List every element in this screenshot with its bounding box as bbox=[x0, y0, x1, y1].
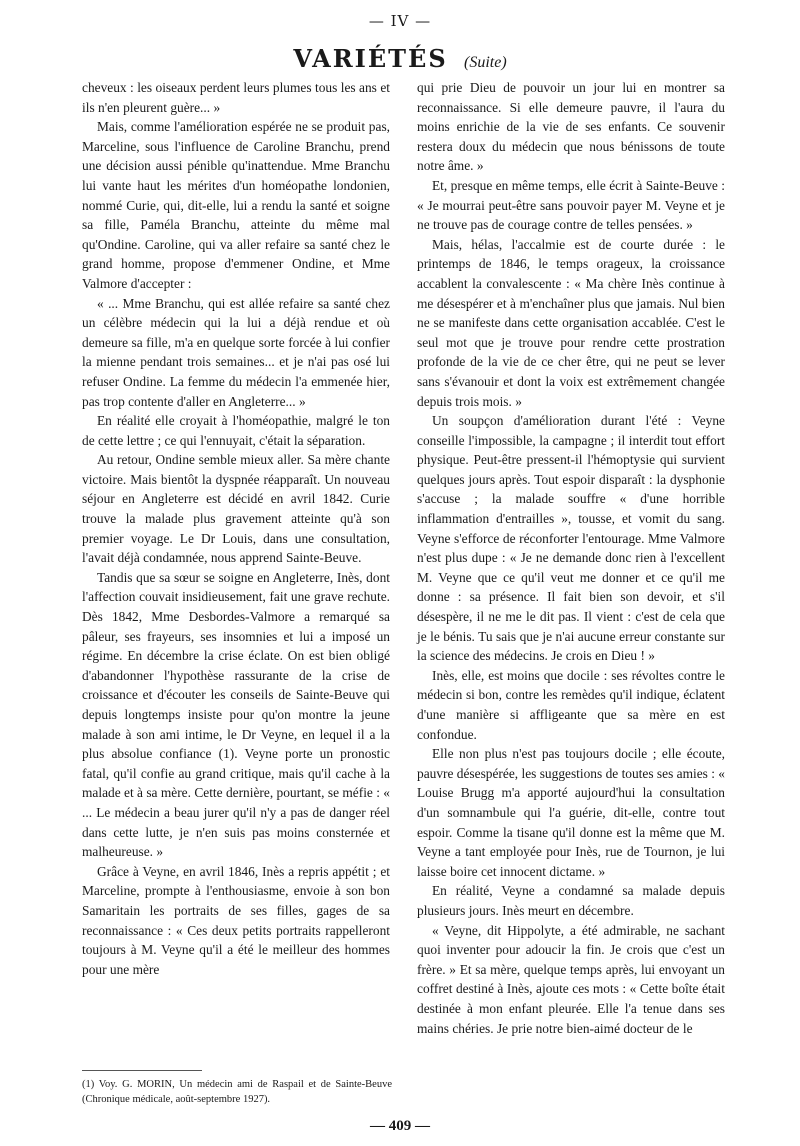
paragraph: Et, presque en même temps, elle écrit à Sainte-Beuve : « Je mourrai peut-être sans pouvoir payer M. Veyne et je ne trouve pas de courage contre de telles pensées. » bbox=[417, 177, 725, 233]
right-column bbox=[417, 78, 725, 1038]
paragraph: qui prie Dieu de pouvoir un jour lui en montrer sa reconnaissance. Si elle demeure pauvre, il l'aura du moins enrichie de la vie de ses enfants. Ce souvenir restera doux du médecin que nous bénissons de toute notre âme. » bbox=[417, 80, 725, 174]
paragraph: Grâce à Veyne, en avril 1846, Inès a repris appétit ; et Marceline, prompte à l'enthousiasme, envoie à son bon Samaritain les portraits de ses filles, gages de sa reconnaissance : « Ces deux petits portraits rappelleront toujours à M. Veyne qu'il a été le meilleur des hommes pour une mère bbox=[82, 863, 390, 977]
paragraph: En réalité, Veyne a condamné sa malade depuis plusieurs jours. Inès meurt en décembre. bbox=[417, 883, 725, 918]
section-title bbox=[0, 44, 800, 73]
paragraph: En réalité elle croyait à l'homéopathie, malgré le ton de cette lettre ; ce qui l'ennuyait, c'était la séparation. bbox=[82, 413, 390, 448]
paragraph: Inès, elle, est moins que docile : ses révoltes contre le médecin si bon, contre les remèdes qu'il indique, éclatent d'une manière si affligeante que sa mère en est confondue. bbox=[417, 667, 725, 742]
paragraph: Elle non plus n'est pas toujours docile ; elle écoute, pauvre désespérée, les suggestions de toutes ses amies : « Louise Brugg m'a apporté aujourd'hui la consultation d'un somnambule qui l'a guérie, dit-elle, contre tout espoir. Comme la tisane qu'il donne est la même que M. Veyne a tant employée pour Inès, rue de Tournon, je lui laisse boire cet innocent dictame. » bbox=[417, 746, 725, 879]
paragraph: cheveux : les oiseaux perdent leurs plumes tous les ans et ils n'en pleurent guère... » bbox=[82, 80, 390, 115]
paragraph: Un soupçon d'amélioration durant l'été : Veyne conseille l'impossible, la campagne ; il interdit tout effort physique. Peut-être pressent-il l'hémoptysie qui survient quelques jours après. Tout espoir disparaît : la dysphonie s'accuse ; la malade souffre « d'une horrible inflammation d'entrailles », tousse, et vomit du sang. Veyne s'efforce de réconforter l'entourage. Mme Valmore n'est plus dupe : « Je ne demande donc rien à l'excellent M. Veyne que ce qu'il veut me donner et ce qu'il me donne : sa présence. Il fait bien son devoir, et s'il désespère, il ne me le dit pas. Il vient : c'est de cela que je le bénis. Tu sais que je n'ai aucune erreur constante sur la science des médecins. Je crois en Dieu ! » bbox=[417, 413, 725, 664]
title-suffix: (Suite) bbox=[464, 54, 507, 71]
title-text: VARIÉTÉS bbox=[293, 44, 448, 73]
paragraph: Mais, comme l'amélioration espérée ne se produit pas, Marceline, sous l'influence de Caroline Branchu, prend une décision aussi pénible qu'inattendue. Mme Branchu lui vante haut les mérites d'un homéopathe londonien, nommé Curie, qui, dit-elle, lui a rendu la santé et soigne sa fille, Paméla Branchu, atteinte du même mal qu'Ondine. Caroline, qui va aller refaire sa santé chez le grand homme, propose d'emmener Ondine, et Mme Valmore d'accepter : bbox=[82, 119, 390, 291]
paragraph: « Veyne, dit Hippolyte, a été admirable, ne sachant quoi inventer pour adoucir la fin. Je crois que c'est un frère. » Et sa mère, quelque temps après, lui envoyant un coffret destiné à Inès, ajoute ces mots : « Cette boîte était destinée à mon enfant pleurée. Elle l'a tenue dans ses mains chéries. Je prie notre bien-aimé docteur de le bbox=[417, 922, 725, 1036]
footnote-rule bbox=[82, 1070, 202, 1071]
left-column bbox=[82, 78, 390, 979]
running-head: — IV — bbox=[368, 12, 432, 30]
footnote: (1) Voy. G. MORIN, Un médecin ami de Raspail et de Sainte-Beuve (Chronique médicale, août-septembre 1927). bbox=[82, 1079, 392, 1105]
paragraph: Au retour, Ondine semble mieux aller. Sa mère chante victoire. Mais bientôt la dyspnée réapparaît. Un nouveau séjour en Angleterre est décidé en avril 1842. Curie trouve la malade plus gravement atteinte qu'à son premier voyage. Le Dr Louis, dans une consultation, l'avait déjà condamnée, nous apprend Sainte-Beuve. bbox=[82, 452, 390, 566]
paragraph: Tandis que sa sœur se soigne en Angleterre, Inès, dont l'affection couvait insidieusement, fait une grave rechute. Dès 1842, Mme Desbordes-Valmore a remarqué sa pâleur, ses frayeurs, ses insomnies et lui a imposé un régime. En décembre la crise éclate. On est bien obligé d'abandonner l'hypothèse rassurante de la crise de croissance et d'écouter les conseils de Sainte-Beuve qui depuis longtemps insiste pour qu'on montre la jeune malade à son ami intime, le Dr Veyne, en lequel il a la plus absolue confiance (1). Veyne porte un pronostic fatal, qu'il confie au grand critique, mais qu'il cache à la malade et à sa mère. Cette dernière, pourtant, se méfie : « ... Le médecin a beau jurer qu'il n'y a pas de danger réel dans cette lutte, je n'en suis pas moins consternée et malheureuse. » bbox=[82, 569, 390, 860]
paragraph: « ... Mme Branchu, qui est allée refaire sa santé chez un célèbre médecin qui la lui a déjà rendue et où demeure sa fille, m'a en quelque sorte forcée à lui confier la mienne pendant trois semaines... et je n'ai pas osé lui refuser Ondine. La femme du médecin l'a emmenée hier, pas trop contente d'aller en Angleterre... » bbox=[82, 295, 390, 409]
paragraph: Mais, hélas, l'accalmie est de courte durée : le printemps de 1846, le temps orageux, la croissance accablent la convalescente : « Ma chère Inès continue à me désespérer et à m'enchaîner plus que jamais. Nul bien ne se manifeste dans cette organisation accablée. C'est le seul mot que je trouve pour rendre cette prostration profonde de la vie de ce cher être, qui ne peut se lever sans s'évanouir et dont la voix est extrêmement changée depuis trois mois. » bbox=[417, 236, 725, 409]
page-number: — 409 — bbox=[370, 1118, 430, 1134]
